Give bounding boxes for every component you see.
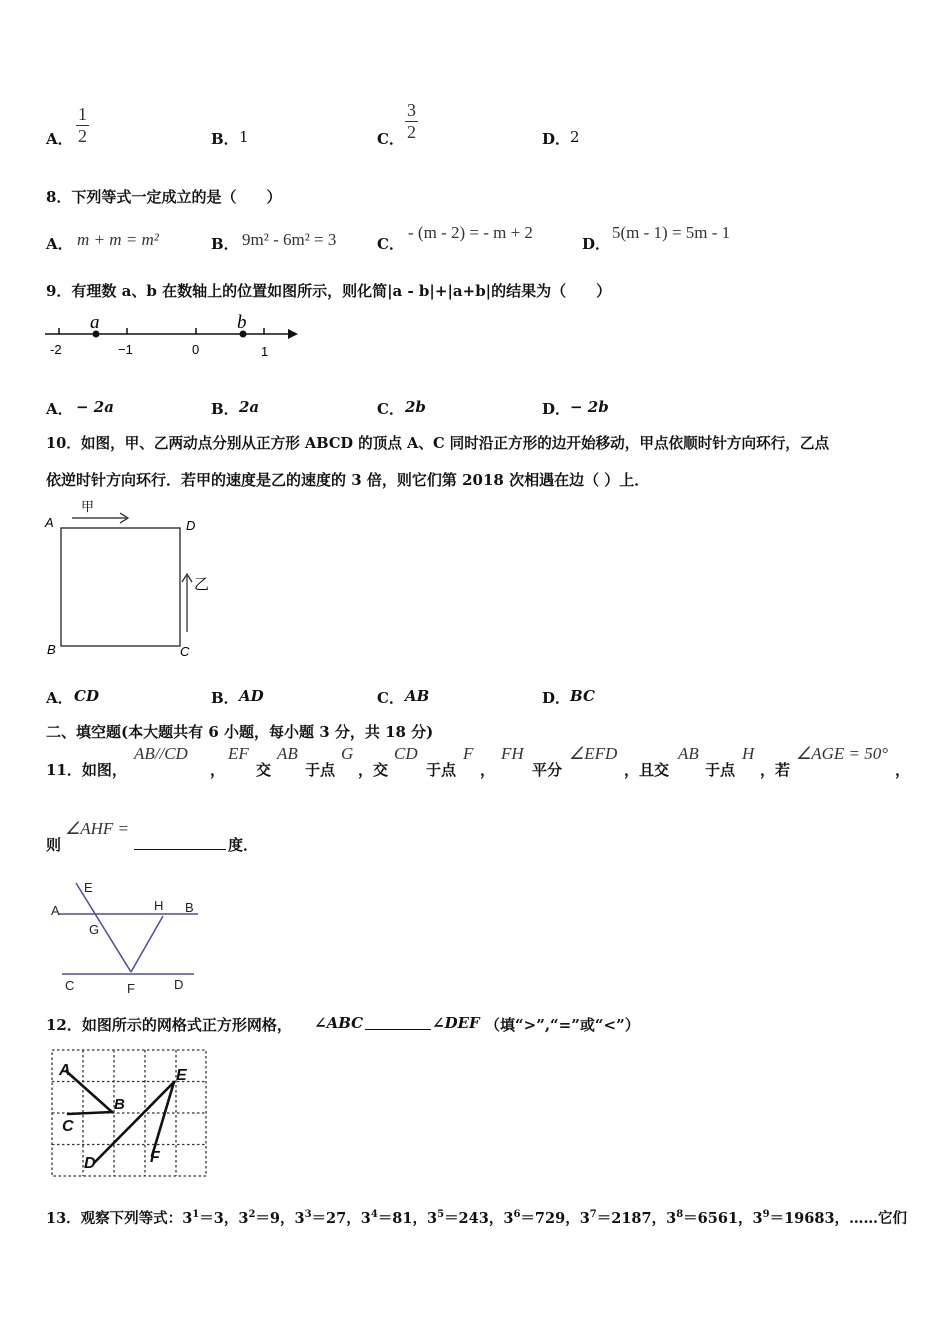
vertex-d: D [186, 518, 196, 533]
power-exponent: 1 [192, 1209, 200, 1221]
point-label-g: G [89, 922, 100, 937]
q11-math-angle-age: ∠AGE = 50° [796, 744, 889, 763]
q11-math-angle-ahf: ∠AHF = [65, 819, 130, 838]
power-equation [503, 1210, 565, 1227]
q8-option-c-label: C． [377, 235, 404, 253]
power-exponent: 6 [513, 1209, 521, 1221]
q11-parallel-lines-figure [46, 876, 206, 996]
q11-math-ab-2: AB [678, 744, 699, 763]
q10-option-d-label: D． [542, 689, 571, 707]
q11-math-f: F [463, 744, 474, 763]
line-fh [131, 916, 163, 972]
q9-option-d-label: D． [542, 400, 571, 418]
q7-c-numerator: 3 [407, 100, 416, 120]
q11-text: ，若 [760, 761, 791, 779]
grid-point-f: F [150, 1149, 160, 1166]
label-a: a [90, 312, 100, 333]
power-value: ＝27 [311, 1210, 347, 1227]
power-equation [295, 1210, 347, 1227]
power-separator: ， [280, 1210, 295, 1227]
grid-point-d: D [84, 1155, 96, 1172]
power-equation [361, 1210, 413, 1227]
grid-point-e: E [176, 1067, 187, 1084]
power-separator: ， [651, 1210, 667, 1227]
q11-text: ，且交 [624, 761, 670, 779]
vertex-a: A [45, 515, 54, 530]
q12-stem-prefix: 12．如图所示的网格式正方形网格， [46, 1016, 292, 1034]
power-separator: ， [738, 1210, 753, 1227]
power-equation [182, 1210, 224, 1227]
q7-option-d-label: D． [542, 130, 571, 148]
power-base: 3 [427, 1210, 438, 1227]
label-jia: 甲 [81, 499, 95, 514]
grid-point-b: B [114, 1096, 125, 1113]
q9-option-c: 2b [405, 398, 426, 416]
power-exponent: 4 [370, 1209, 378, 1221]
vertex-b: B [47, 642, 56, 657]
power-base: 3 [503, 1210, 514, 1227]
q7-option-d: 2 [570, 128, 580, 146]
q12-grid-figure [46, 1044, 212, 1182]
power-separator: ， [488, 1210, 504, 1227]
point-label-c: C [65, 978, 75, 993]
q11-text: 交 [256, 761, 272, 779]
power-exponent: 7 [589, 1209, 597, 1221]
q12-angle-abc: ∠ABC [314, 1014, 364, 1032]
power-base: 3 [752, 1210, 763, 1227]
q13-stem-suffix: ……它们 [849, 1210, 908, 1227]
point-label-e: E [84, 880, 93, 895]
power-separator: ， [223, 1210, 239, 1227]
q10-option-b: AD [239, 687, 264, 705]
point-label-d: D [174, 977, 184, 992]
power-base: 3 [182, 1210, 193, 1227]
q7-option-c-label: C． [377, 130, 404, 148]
q9-option-b-label: B． [211, 400, 239, 418]
q11-answer-blank[interactable] [134, 834, 226, 850]
q11-number: 11．如图， [46, 761, 127, 779]
tick-label-1: 1 [261, 344, 269, 359]
point-label-f: F [127, 981, 135, 996]
q7-c-denominator: 2 [407, 122, 416, 142]
q10-square-figure [40, 496, 230, 666]
power-exponent: 8 [676, 1209, 684, 1221]
q8-option-b: 9m² - 6m² = 3 [242, 230, 337, 249]
q11-math-cd: CD [394, 744, 418, 763]
q8-option-d-label: D． [582, 235, 611, 253]
q12-angle-def: ∠DEF [432, 1014, 480, 1032]
power-separator: ， [412, 1210, 427, 1227]
q11-math-ab-parallel-cd: AB//CD [134, 744, 188, 763]
power-base: 3 [579, 1210, 590, 1227]
q9-option-d: − 2b [570, 398, 609, 416]
q11-text: 平分 [532, 761, 563, 779]
power-value: ＝243 [444, 1210, 489, 1227]
q10-option-d: BC [570, 687, 595, 705]
q7-option-a-label: A． [46, 130, 73, 148]
q9-stem: 9．有理数 a、b 在数轴上的位置如图所示，则化简|a - b|+|a+b|的结果为（ ） [46, 282, 612, 300]
grid-point-c: C [62, 1118, 74, 1135]
q8-option-a-label: A． [46, 235, 73, 253]
vertex-c: C [180, 644, 190, 659]
q11-math-ab: AB [277, 744, 298, 763]
power-exponent: 9 [762, 1209, 770, 1221]
q10-option-b-label: B． [211, 689, 239, 707]
q12-stem-suffix: （填“>”,“=”或“<”） [485, 1016, 640, 1034]
q11-math-g: G [341, 744, 354, 763]
point-label-h: H [154, 898, 164, 913]
power-base: 3 [360, 1210, 371, 1227]
q13-items [182, 1210, 849, 1227]
q9-option-c-label: C． [377, 400, 404, 418]
q11-text: 于点 [705, 761, 736, 779]
q8-stem: 8．下列等式一定成立的是（ ） [46, 188, 282, 206]
power-base: 3 [238, 1210, 249, 1227]
grid-point-a: A [59, 1062, 71, 1079]
q10-stem-line2: 依逆时针方向环行．若甲的速度是乙的速度的 3 倍，则它们第 2018 次相遇在边（ ）上． [46, 471, 650, 489]
q7-option-c-fraction [405, 100, 418, 143]
q7-option-b-label: B． [211, 130, 239, 148]
label-yi: 乙 [194, 576, 210, 593]
power-equation [666, 1210, 738, 1227]
q7-a-numerator: 1 [78, 104, 87, 124]
q11-text: 于点 [305, 761, 336, 779]
q11-math-h: H [742, 744, 755, 763]
q9-option-a-label: A． [46, 400, 73, 418]
q11-text: ，交 [358, 761, 389, 779]
tick-label-minus2: -2 [50, 342, 62, 357]
power-equation [580, 1210, 652, 1227]
q11-math-angle-efd: ∠EFD [569, 744, 618, 763]
q10-option-c: AB [405, 687, 430, 705]
q12-answer-blank[interactable] [365, 1014, 431, 1030]
q7-option-b: 1 [239, 128, 249, 146]
power-base: 3 [666, 1210, 677, 1227]
q9-option-a: − 2a [76, 398, 114, 416]
power-separator: ， [834, 1210, 850, 1227]
power-equation [238, 1210, 280, 1227]
q8-option-d: 5(m - 1) = 5m - 1 [612, 223, 731, 242]
q11-comma: ， [895, 761, 911, 779]
power-value: ＝729 [520, 1210, 566, 1227]
q10-option-c-label: C． [377, 689, 404, 707]
power-value: ＝81 [377, 1210, 413, 1227]
q11-text: 于点 [426, 761, 457, 779]
line-ef [76, 883, 131, 972]
power-value: ＝19683 [769, 1210, 835, 1227]
power-value: ＝9 [255, 1210, 280, 1227]
q8-option-a: m + m = m² [77, 230, 159, 249]
tick-label-0: 0 [192, 342, 200, 357]
number-line-arrow [288, 329, 298, 339]
q11-line2-prefix: 则 [46, 836, 62, 854]
q8-option-c: - (m - 2) = - m + 2 [408, 223, 533, 242]
q11-math-fh: FH [501, 744, 524, 763]
q7-a-denominator: 2 [78, 126, 87, 146]
q9-option-b: 2a [239, 398, 260, 416]
square-abcd [61, 528, 180, 646]
q11-line2-suffix: 度． [228, 836, 259, 854]
q10-option-a-label: A． [46, 689, 73, 707]
q13-stem [46, 1207, 907, 1228]
q13-stem-prefix: 13．观察下列等式： [46, 1210, 183, 1227]
point-label-a: A [51, 903, 60, 918]
power-value: ＝6561 [683, 1210, 739, 1227]
q11-comma: ， [480, 761, 496, 779]
power-exponent: 5 [437, 1209, 445, 1221]
power-value: ＝3 [199, 1210, 224, 1227]
power-exponent: 2 [248, 1209, 256, 1221]
power-exponent: 3 [304, 1209, 312, 1221]
point-label-b: B [185, 900, 194, 915]
power-value: ＝2187 [596, 1210, 652, 1227]
q9-number-line [40, 308, 305, 360]
power-equation [427, 1210, 489, 1227]
q11-math-ef: EF [228, 744, 249, 763]
q11-comma: ， [210, 761, 226, 779]
power-separator: ， [346, 1210, 361, 1227]
section-title: 二、填空题(本大题共有 6 小题，每小题 3 分，共 18 分) [46, 723, 434, 741]
label-b: b [237, 312, 247, 333]
power-equation [753, 1210, 835, 1227]
q7-option-a-fraction [76, 104, 89, 147]
q10-option-a: CD [74, 687, 99, 705]
tick-label-minus1: −1 [118, 342, 133, 357]
q10-stem-line1: 10．如图，甲、乙两动点分别从正方形 ABCD 的顶点 A、C 同时沿正方形的边开始移动，甲点依顺时针方向环行，乙点 [46, 435, 830, 452]
power-base: 3 [294, 1210, 305, 1227]
power-separator: ， [565, 1210, 580, 1227]
q8-option-b-label: B． [211, 235, 239, 253]
